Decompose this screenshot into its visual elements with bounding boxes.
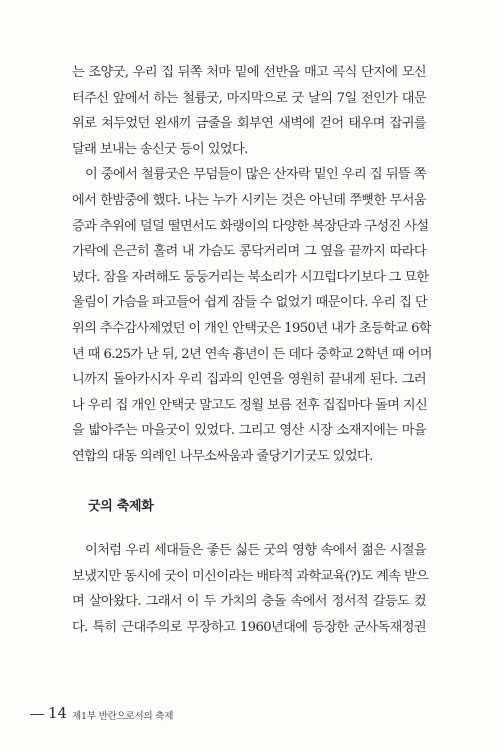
text-line: 나 우리 집 개인 안택굿 말고도 정월 보름 전후 집집마다 돌며 지신 xyxy=(72,397,428,413)
text-line: 을 밟아주는 마을굿이 있었다. 그리고 영산 시장 소재지에는 마을 xyxy=(72,423,426,439)
text-line: 며 살아왔다. 그래서 이 두 가치의 충돌 속에서 정서적 갈등도 컸 xyxy=(72,594,426,610)
text-line: 위의 추수감사제였던 이 개인 안택굿은 1950년 내가 초등학교 6학 xyxy=(72,320,432,336)
text-line: 터주신 앞에서 하는 철륭굿, 마지막으로 굿 날의 7일 전인가 대문 xyxy=(72,90,426,106)
page-footer xyxy=(30,704,470,724)
text-line: 녔다. 잠을 자려해도 둥둥거리는 북소리가 시끄럽다기보다 그 묘한 xyxy=(72,269,429,285)
text-line: 울림이 가슴을 파고들어 쉽게 잠들 수 없었기 때문이다. 우리 집 단 xyxy=(72,295,428,311)
text-line: 니까지 돌아가시자 우리 집과의 인연을 영원히 끝내게 된다. 그러 xyxy=(72,372,426,388)
text-line: 는 조양굿, 우리 집 뒤쪽 처마 밑에 선반을 매고 곡식 단지에 모신 xyxy=(72,65,426,80)
text-line: 년 때 6.25가 난 뒤, 2년 연속 흉년이 든 데다 중학교 2학년 때 어머 xyxy=(72,346,432,362)
running-title: 제1부 반란으로서의 축제 xyxy=(72,711,174,722)
body-text-block-1 xyxy=(72,60,432,470)
text-line: 다. 특히 근대주의로 무장하고 1960년대에 등장한 군사독재정권 xyxy=(72,619,426,635)
text-line: 에서 한밤중에 했다. 나는 누가 시키는 것은 아닌데 쭈뼛한 무서움 xyxy=(72,192,426,208)
footer-rule xyxy=(30,714,44,715)
text-line: 이처럼 우리 세대들은 좋든 싫든 굿의 영향 속에서 젊은 시절을 xyxy=(85,543,426,558)
text-line: 이 중에서 철륭굿은 무덤들이 많은 산자락 밑인 우리 집 뒤뜰 쪽 xyxy=(85,167,426,183)
text-line: 달래 보내는 송신굿 등이 있었다. xyxy=(72,141,248,157)
text-line: 보냈지만 동시에 굿이 미신이라는 배타적 과학교육(?)도 계속 받으 xyxy=(72,568,429,584)
page-number: 14 xyxy=(48,704,68,722)
body-text-block-2 xyxy=(72,538,429,640)
text-line: 증과 추위에 덜덜 떨면서도 화랭이의 다양한 복장단과 구성진 사설 xyxy=(72,218,429,234)
text-line: 위로 쳐두었던 왼새끼 금줄을 회부연 새벽에 걷어 태우며 잡귀를 xyxy=(72,116,426,132)
text-line: 연합의 대동 의례인 나무소싸움과 줄당기기굿도 있었다. xyxy=(72,448,373,464)
text-line: 가락에 은근히 홀려 내 가슴도 콩닥거리며 그 옆을 끝까지 따라다 xyxy=(72,244,426,260)
section-heading: 굿의 축제화 xyxy=(88,499,154,514)
